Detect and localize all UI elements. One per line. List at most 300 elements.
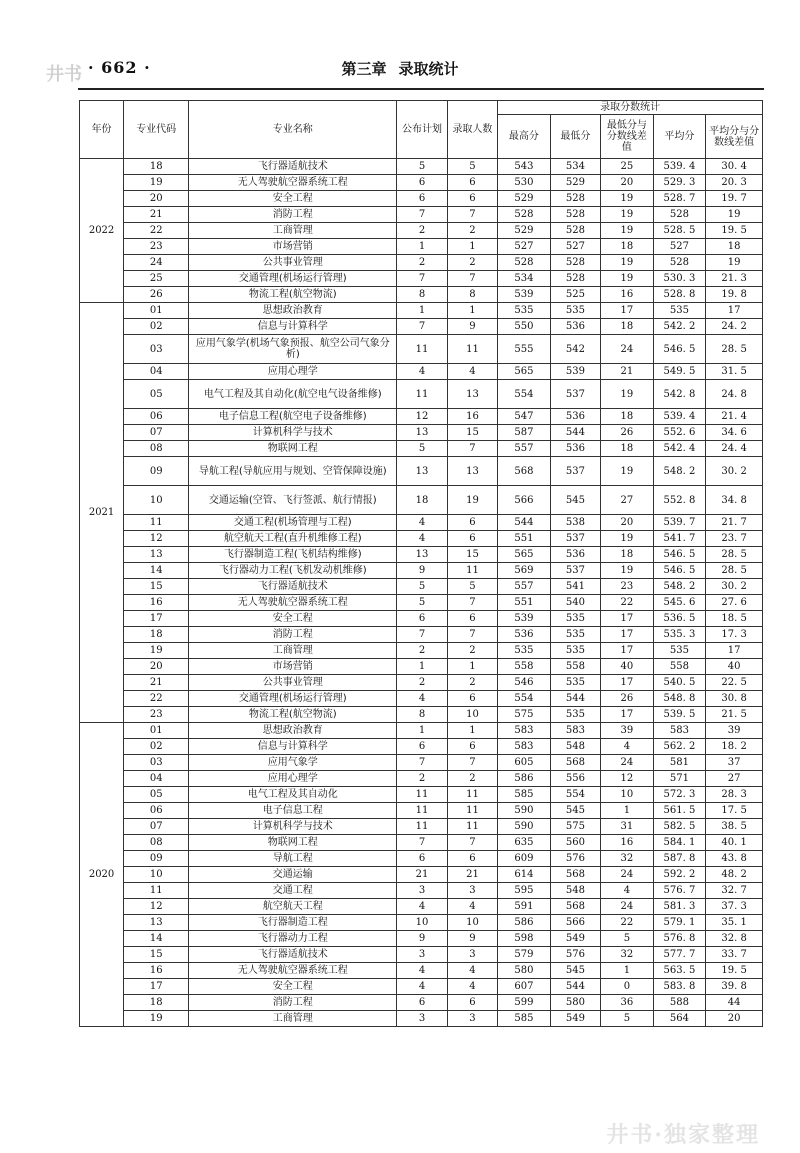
avg-diff-cell: 37 <box>706 755 763 771</box>
plan-cell: 13 <box>397 547 447 563</box>
avg-cell: 536. 5 <box>653 611 706 627</box>
avg-diff-cell: 17. 3 <box>706 627 763 643</box>
name-cell: 电子信息工程(航空电子设备维修) <box>189 409 397 425</box>
table-row <box>80 707 763 723</box>
avg-diff-cell: 48. 2 <box>706 867 763 883</box>
min-diff-cell: 24 <box>601 335 654 364</box>
max-cell: 586 <box>498 915 551 931</box>
avg-cell: 542. 4 <box>653 441 706 457</box>
table-row <box>80 899 763 915</box>
name-cell: 物流工程(航空物流) <box>189 707 397 723</box>
min-cell: 549 <box>550 931 600 947</box>
min-cell: 549 <box>550 1011 600 1027</box>
plan-cell: 11 <box>397 803 447 819</box>
avg-cell: 539. 5 <box>653 707 706 723</box>
admit-cell: 6 <box>447 175 497 191</box>
code-cell: 15 <box>124 947 189 963</box>
min-cell: 544 <box>550 425 600 441</box>
min-cell: 542 <box>550 335 600 364</box>
table-row <box>80 627 763 643</box>
plan-cell: 12 <box>397 409 447 425</box>
code-cell: 10 <box>124 486 189 515</box>
max-cell: 536 <box>498 627 551 643</box>
avg-cell: 535 <box>653 643 706 659</box>
avg-cell: 529. 3 <box>653 175 706 191</box>
avg-cell: 549. 5 <box>653 364 706 380</box>
min-diff-cell: 27 <box>601 486 654 515</box>
table-row <box>80 643 763 659</box>
table-row <box>80 947 763 963</box>
admit-cell: 16 <box>447 409 497 425</box>
name-cell: 公共事业管理 <box>189 675 397 691</box>
name-cell: 计算机科学与技术 <box>189 425 397 441</box>
plan-cell: 7 <box>397 207 447 223</box>
min-diff-cell: 26 <box>601 425 654 441</box>
col-avg-diff-header: 平均分与分数线差值 <box>706 115 763 159</box>
plan-cell: 1 <box>397 239 447 255</box>
table-row <box>80 563 763 579</box>
avg-cell: 581. 3 <box>653 899 706 915</box>
col-name-header: 专业名称 <box>189 101 397 159</box>
admit-cell: 11 <box>447 819 497 835</box>
max-cell: 539 <box>498 287 551 303</box>
table-row <box>80 319 763 335</box>
name-cell: 公共事业管理 <box>189 255 397 271</box>
col-admit-header: 录取人数 <box>447 101 497 159</box>
avg-cell: 581 <box>653 755 706 771</box>
code-cell: 20 <box>124 659 189 675</box>
min-diff-cell: 23 <box>601 579 654 595</box>
code-cell: 17 <box>124 611 189 627</box>
min-cell: 544 <box>550 979 600 995</box>
code-cell: 04 <box>124 364 189 380</box>
avg-cell: 563. 5 <box>653 963 706 979</box>
admit-cell: 2 <box>447 771 497 787</box>
code-cell: 03 <box>124 335 189 364</box>
name-cell: 无人驾驶航空器系统工程 <box>189 175 397 191</box>
plan-cell: 2 <box>397 771 447 787</box>
table-row <box>80 287 763 303</box>
code-cell: 14 <box>124 931 189 947</box>
name-cell: 思想政治教育 <box>189 723 397 739</box>
name-cell: 物联网工程 <box>189 441 397 457</box>
year-cell: 2020 <box>80 723 124 1027</box>
avg-cell: 576. 7 <box>653 883 706 899</box>
code-cell: 07 <box>124 425 189 441</box>
plan-cell: 6 <box>397 851 447 867</box>
max-cell: 528 <box>498 255 551 271</box>
code-cell: 09 <box>124 851 189 867</box>
admit-cell: 13 <box>447 380 497 409</box>
table-row <box>80 175 763 191</box>
avg-diff-cell: 30. 2 <box>706 579 763 595</box>
plan-cell: 6 <box>397 995 447 1011</box>
code-cell: 10 <box>124 867 189 883</box>
admit-cell: 6 <box>447 995 497 1011</box>
avg-cell: 535 <box>653 303 706 319</box>
avg-diff-cell: 22. 5 <box>706 675 763 691</box>
min-diff-cell: 19 <box>601 207 654 223</box>
avg-cell: 583. 8 <box>653 979 706 995</box>
code-cell: 12 <box>124 531 189 547</box>
admit-cell: 3 <box>447 947 497 963</box>
name-cell: 飞行器动力工程 <box>189 931 397 947</box>
name-cell: 电气工程及其自动化 <box>189 787 397 803</box>
avg-cell: 592. 2 <box>653 867 706 883</box>
avg-diff-cell: 20 <box>706 1011 763 1027</box>
code-cell: 11 <box>124 515 189 531</box>
max-cell: 535 <box>498 643 551 659</box>
admit-cell: 3 <box>447 1011 497 1027</box>
table-row <box>80 239 763 255</box>
code-cell: 18 <box>124 627 189 643</box>
name-cell: 安全工程 <box>189 611 397 627</box>
min-diff-cell: 19 <box>601 223 654 239</box>
min-diff-cell: 36 <box>601 995 654 1011</box>
code-cell: 07 <box>124 819 189 835</box>
avg-cell: 528 <box>653 255 706 271</box>
max-cell: 583 <box>498 739 551 755</box>
min-diff-cell: 21 <box>601 364 654 380</box>
table-row <box>80 380 763 409</box>
min-diff-cell: 5 <box>601 931 654 947</box>
min-cell: 537 <box>550 380 600 409</box>
min-diff-cell: 18 <box>601 239 654 255</box>
table-row <box>80 457 763 486</box>
max-cell: 580 <box>498 963 551 979</box>
admit-cell: 7 <box>447 207 497 223</box>
code-cell: 19 <box>124 1011 189 1027</box>
avg-cell: 528. 5 <box>653 223 706 239</box>
avg-diff-cell: 35. 1 <box>706 915 763 931</box>
code-cell: 06 <box>124 409 189 425</box>
table-row <box>80 931 763 947</box>
max-cell: 605 <box>498 755 551 771</box>
plan-cell: 3 <box>397 947 447 963</box>
min-diff-cell: 26 <box>601 691 654 707</box>
min-cell: 537 <box>550 457 600 486</box>
code-cell: 02 <box>124 739 189 755</box>
avg-cell: 564 <box>653 1011 706 1027</box>
code-cell: 02 <box>124 319 189 335</box>
min-diff-cell: 32 <box>601 851 654 867</box>
admit-cell: 11 <box>447 335 497 364</box>
code-cell: 16 <box>124 963 189 979</box>
avg-diff-cell: 19. 8 <box>706 287 763 303</box>
name-cell: 飞行器制造工程 <box>189 915 397 931</box>
avg-cell: 546. 5 <box>653 335 706 364</box>
avg-cell: 542. 8 <box>653 380 706 409</box>
code-cell: 26 <box>124 287 189 303</box>
min-diff-cell: 19 <box>601 255 654 271</box>
admit-cell: 7 <box>447 835 497 851</box>
plan-cell: 11 <box>397 819 447 835</box>
plan-cell: 21 <box>397 867 447 883</box>
avg-cell: 561. 5 <box>653 803 706 819</box>
min-diff-cell: 19 <box>601 457 654 486</box>
avg-cell: 527 <box>653 239 706 255</box>
max-cell: 583 <box>498 723 551 739</box>
max-cell: 568 <box>498 457 551 486</box>
min-diff-cell: 20 <box>601 515 654 531</box>
plan-cell: 7 <box>397 835 447 851</box>
plan-cell: 1 <box>397 659 447 675</box>
plan-cell: 6 <box>397 191 447 207</box>
avg-cell: 562. 2 <box>653 739 706 755</box>
plan-cell: 7 <box>397 755 447 771</box>
plan-cell: 13 <box>397 425 447 441</box>
code-cell: 01 <box>124 723 189 739</box>
table-row <box>80 441 763 457</box>
table-row <box>80 579 763 595</box>
admit-cell: 1 <box>447 659 497 675</box>
avg-cell: 539. 7 <box>653 515 706 531</box>
code-cell: 01 <box>124 303 189 319</box>
plan-cell: 7 <box>397 319 447 335</box>
table-row <box>80 303 763 319</box>
code-cell: 19 <box>124 175 189 191</box>
table-row <box>80 723 763 739</box>
table-row <box>80 611 763 627</box>
min-diff-cell: 18 <box>601 441 654 457</box>
min-diff-cell: 10 <box>601 787 654 803</box>
page-number: · 662 · <box>88 58 151 77</box>
avg-diff-cell: 28. 5 <box>706 547 763 563</box>
plan-cell: 11 <box>397 380 447 409</box>
avg-diff-cell: 32. 7 <box>706 883 763 899</box>
avg-cell: 548. 8 <box>653 691 706 707</box>
admit-cell: 4 <box>447 979 497 995</box>
avg-diff-cell: 20. 3 <box>706 175 763 191</box>
code-cell: 25 <box>124 271 189 287</box>
admit-cell: 6 <box>447 851 497 867</box>
max-cell: 590 <box>498 803 551 819</box>
max-cell: 529 <box>498 191 551 207</box>
name-cell: 消防工程 <box>189 207 397 223</box>
avg-diff-cell: 38. 5 <box>706 819 763 835</box>
table-row <box>80 963 763 979</box>
avg-diff-cell: 39 <box>706 723 763 739</box>
avg-diff-cell: 28. 5 <box>706 563 763 579</box>
min-cell: 539 <box>550 364 600 380</box>
avg-diff-cell: 19. 5 <box>706 963 763 979</box>
max-cell: 546 <box>498 675 551 691</box>
max-cell: 543 <box>498 159 551 175</box>
avg-diff-cell: 19 <box>706 255 763 271</box>
code-cell: 03 <box>124 755 189 771</box>
avg-cell: 530. 3 <box>653 271 706 287</box>
code-cell: 08 <box>124 835 189 851</box>
table-row <box>80 425 763 441</box>
min-cell: 535 <box>550 303 600 319</box>
max-cell: 557 <box>498 441 551 457</box>
name-cell: 飞行器动力工程(飞机发动机维修) <box>189 563 397 579</box>
admit-cell: 9 <box>447 319 497 335</box>
code-cell: 23 <box>124 707 189 723</box>
admit-cell: 9 <box>447 931 497 947</box>
min-diff-cell: 31 <box>601 819 654 835</box>
max-cell: 527 <box>498 239 551 255</box>
table-row <box>80 659 763 675</box>
avg-cell: 583 <box>653 723 706 739</box>
admit-cell: 7 <box>447 271 497 287</box>
min-cell: 554 <box>550 787 600 803</box>
avg-cell: 552. 6 <box>653 425 706 441</box>
table-row <box>80 915 763 931</box>
max-cell: 598 <box>498 931 551 947</box>
admit-cell: 15 <box>447 547 497 563</box>
plan-cell: 6 <box>397 611 447 627</box>
plan-cell: 10 <box>397 915 447 931</box>
min-diff-cell: 1 <box>601 803 654 819</box>
name-cell: 市场营销 <box>189 659 397 675</box>
max-cell: 551 <box>498 531 551 547</box>
watermark-text: 井书·独家整理 <box>606 1122 760 1148</box>
avg-cell: 539. 4 <box>653 409 706 425</box>
max-cell: 554 <box>498 380 551 409</box>
table-row <box>80 771 763 787</box>
name-cell: 计算机科学与技术 <box>189 819 397 835</box>
name-cell: 信息与计算科学 <box>189 739 397 755</box>
avg-cell: 571 <box>653 771 706 787</box>
table-row <box>80 223 763 239</box>
table-row <box>80 271 763 287</box>
admit-cell: 5 <box>447 579 497 595</box>
max-cell: 539 <box>498 611 551 627</box>
min-cell: 534 <box>550 159 600 175</box>
table-row <box>80 547 763 563</box>
admit-cell: 7 <box>447 627 497 643</box>
col-max-header: 最高分 <box>498 115 551 159</box>
name-cell: 交通工程(机场管理与工程) <box>189 515 397 531</box>
avg-cell: 535. 3 <box>653 627 706 643</box>
plan-cell: 7 <box>397 271 447 287</box>
avg-diff-cell: 28. 3 <box>706 787 763 803</box>
code-cell: 06 <box>124 803 189 819</box>
name-cell: 应用心理学 <box>189 771 397 787</box>
admit-cell: 1 <box>447 723 497 739</box>
plan-cell: 11 <box>397 335 447 364</box>
name-cell: 飞行器适航技术 <box>189 579 397 595</box>
col-min-diff-header: 最低分与分数线差值 <box>601 115 654 159</box>
avg-cell: 546. 5 <box>653 547 706 563</box>
min-diff-cell: 19 <box>601 531 654 547</box>
min-cell: 528 <box>550 255 600 271</box>
avg-cell: 558 <box>653 659 706 675</box>
code-cell: 24 <box>124 255 189 271</box>
max-cell: 566 <box>498 486 551 515</box>
min-cell: 545 <box>550 486 600 515</box>
min-diff-cell: 24 <box>601 755 654 771</box>
chapter-title: 录取统计 <box>398 60 459 78</box>
table-row <box>80 835 763 851</box>
min-diff-cell: 17 <box>601 627 654 643</box>
table-row <box>80 867 763 883</box>
min-cell: 545 <box>550 803 600 819</box>
max-cell: 586 <box>498 771 551 787</box>
min-diff-cell: 0 <box>601 979 654 995</box>
name-cell: 安全工程 <box>189 191 397 207</box>
table-row <box>80 335 763 364</box>
admit-cell: 19 <box>447 486 497 515</box>
admit-cell: 6 <box>447 611 497 627</box>
avg-diff-cell: 30. 4 <box>706 159 763 175</box>
min-diff-cell: 22 <box>601 595 654 611</box>
plan-cell: 4 <box>397 979 447 995</box>
min-diff-cell: 17 <box>601 675 654 691</box>
avg-diff-cell: 19. 7 <box>706 191 763 207</box>
avg-diff-cell: 33. 7 <box>706 947 763 963</box>
plan-cell: 9 <box>397 931 447 947</box>
table-row <box>80 675 763 691</box>
avg-diff-cell: 21. 4 <box>706 409 763 425</box>
plan-cell: 6 <box>397 175 447 191</box>
avg-diff-cell: 34. 6 <box>706 425 763 441</box>
min-cell: 583 <box>550 723 600 739</box>
max-cell: 585 <box>498 1011 551 1027</box>
min-cell: 575 <box>550 819 600 835</box>
max-cell: 554 <box>498 691 551 707</box>
min-diff-cell: 12 <box>601 771 654 787</box>
max-cell: 535 <box>498 303 551 319</box>
avg-cell: 540. 5 <box>653 675 706 691</box>
plan-cell: 4 <box>397 531 447 547</box>
code-cell: 20 <box>124 191 189 207</box>
header-rule <box>78 88 764 90</box>
plan-cell: 7 <box>397 627 447 643</box>
admit-cell: 1 <box>447 239 497 255</box>
name-cell: 市场营销 <box>189 239 397 255</box>
min-diff-cell: 19 <box>601 191 654 207</box>
admit-cell: 5 <box>447 159 497 175</box>
max-cell: 569 <box>498 563 551 579</box>
name-cell: 电气工程及其自动化(航空电气设备维修) <box>189 380 397 409</box>
avg-cell: 548. 2 <box>653 457 706 486</box>
name-cell: 航空航天工程(直升机维修工程) <box>189 531 397 547</box>
name-cell: 交通管理(机场运行管理) <box>189 271 397 287</box>
max-cell: 595 <box>498 883 551 899</box>
code-cell: 16 <box>124 595 189 611</box>
table-row <box>80 409 763 425</box>
max-cell: 555 <box>498 335 551 364</box>
table-row <box>80 486 763 515</box>
admit-cell: 6 <box>447 531 497 547</box>
name-cell: 无人驾驶航空器系统工程 <box>189 595 397 611</box>
avg-diff-cell: 23. 7 <box>706 531 763 547</box>
plan-cell: 1 <box>397 303 447 319</box>
admit-cell: 6 <box>447 739 497 755</box>
name-cell: 飞行器适航技术 <box>189 159 397 175</box>
min-diff-cell: 25 <box>601 159 654 175</box>
table-row <box>80 255 763 271</box>
plan-cell: 4 <box>397 899 447 915</box>
min-cell: 528 <box>550 223 600 239</box>
max-cell: 530 <box>498 175 551 191</box>
min-cell: 576 <box>550 851 600 867</box>
min-cell: 536 <box>550 409 600 425</box>
avg-diff-cell: 44 <box>706 995 763 1011</box>
plan-cell: 2 <box>397 675 447 691</box>
max-cell: 599 <box>498 995 551 1011</box>
col-avg-header: 平均分 <box>653 115 706 159</box>
name-cell: 物流工程(航空物流) <box>189 287 397 303</box>
min-cell: 527 <box>550 239 600 255</box>
code-cell: 14 <box>124 563 189 579</box>
min-diff-cell: 17 <box>601 643 654 659</box>
min-cell: 556 <box>550 771 600 787</box>
table-row <box>80 207 763 223</box>
avg-cell: 546. 5 <box>653 563 706 579</box>
